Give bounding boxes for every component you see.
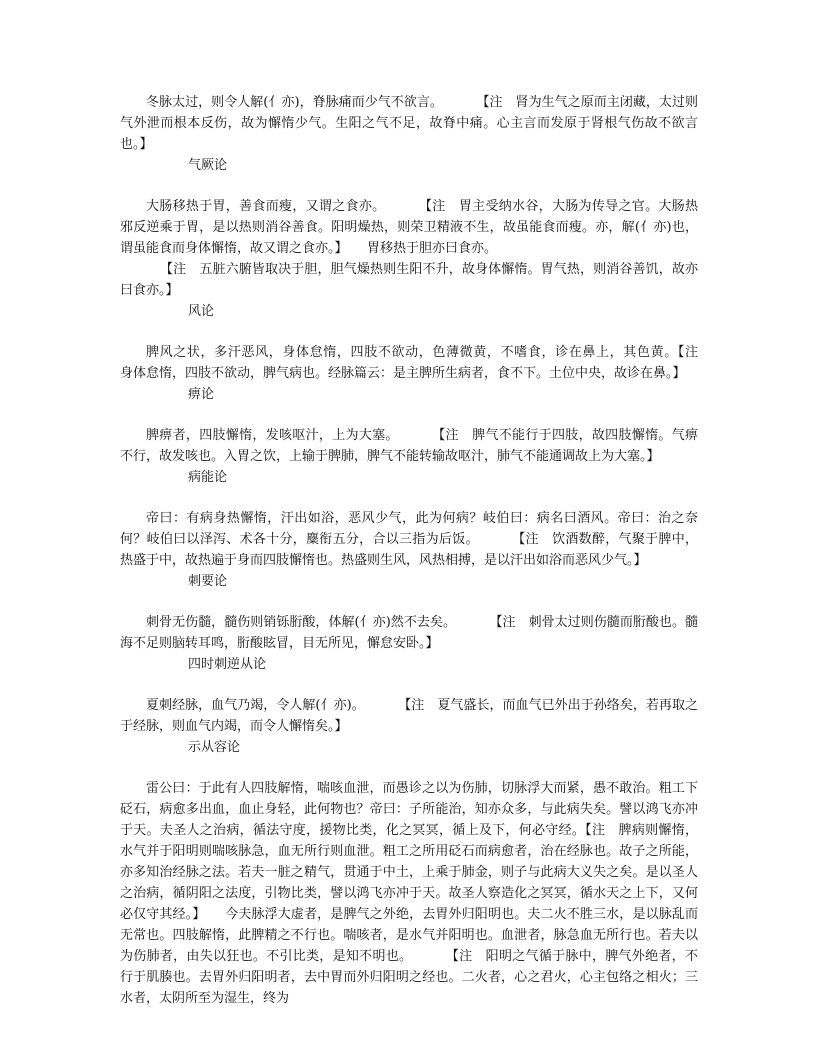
section-heading: 刺要论 <box>188 574 228 589</box>
section-heading: 气厥论 <box>188 158 228 173</box>
section-heading: 病能论 <box>188 470 228 485</box>
commentary-note: 【注 肾为生气之原而主闭藏，太过则气外泄而根本反伤，故为懈惰少气。生阳之气不足，故脊中痛。心主言而发原于肾根气伤故不欲言也。】 <box>120 95 698 152</box>
commentary-note: 【注 五脏六腑皆取决于胆，胆气燥热则生阳不升，故身体懈惰。胃气热，则消谷善饥，故亦曰食亦。】 <box>120 262 698 298</box>
passage <box>120 508 698 571</box>
passage-text: 冬脉太过，则令人解(亻亦)，脊脉痛而少气不欲言。 <box>146 95 443 110</box>
passage <box>120 695 698 737</box>
section-heading: 示从容论 <box>188 740 241 755</box>
commentary-note: 【注 刺骨太过则伤髓而胻酸也。髓海不足则脑转耳鸣，胻酸眩冒，目无所见，懈怠安卧。】 <box>120 615 698 651</box>
passage-text: 夏刺经脉，血气乃竭，令人解(亻亦)。 <box>146 698 365 713</box>
passage-text: 刺骨无伤髓，髓伤则销铄胻酸，体解(亻亦)然不去矣。 <box>146 615 456 630</box>
section-heading: 四时刺逆从论 <box>188 657 267 672</box>
passage <box>120 196 698 259</box>
section-heading: 风论 <box>188 304 215 319</box>
commentary-note: 【注 饮酒数醉，气聚于脾中，热盛于中，故热遍于身而四肢懈惰也。热盛则生风，风热相搏，是以汗出如浴而恶风少气。】 <box>120 532 698 568</box>
commentary-note: 【注 夏气盛长，而血气已外出于孙络矣，若再取之于经脉，则血气内竭，而令人懈惰矣。】 <box>120 698 698 734</box>
passage-text: 脾痹者，四肢懈惰，发咳呕汁，上为大塞。 <box>146 428 399 443</box>
passage <box>120 612 698 654</box>
passage-text: 雷公曰：于此有人四肢解惰，喘咳血泄，而愚诊之以为伤肺，切脉浮大而紧，愚不敢治。粗工下砭石，病愈多出血，血止身轻，此何物也？帝曰：子所能治，知亦众多，与此病失矣。譬以鸿飞亦冲于天。夫圣人之治病，循法守度，援物比类，化之冥冥，循上及下，何必守经。【注 脾病则懈惰，水气并于阳明则喘咳脉急，血无所行则血泄。粗工之所用砭石而病愈者，治在经脉也。故子之所能，亦多知治经脉之法。若夫一脏之精气，贯通于中土，上乘于肺金，则子与此病大义失之矣。是以圣人之治病，循阴阳之法度，引物比类，譬以鸿飞亦冲于天。故圣人察造化之冥冥，循水天之上下，又何必仅守其经。】 今夫脉浮大虚者，是脾气之外绝，去胃外归阳明也。夫二火不胜三水，是以脉乱而无常也。四肢解惰，此脾精之不行也。喘咳者，是水气并阳明也。血泄者，脉急血无所行也。若夫以为伤肺者，由失以狂也。不引比类，是知不明也。 <box>120 781 698 964</box>
passage-text: 脾风之状，多汗恶风，身体怠惰，四肢不欲动，色薄微黄，不嗜食，诊在鼻上，其色黄。【注 身体怠惰，四肢不欲动，脾气病也。经脉篇云：是主脾所生病者，食不下。土位中央，故诊在鼻。】 <box>120 345 712 381</box>
commentary-note: 【注 阳明之气循于脉中，脾气外绝者，不行于肌腠也。去胃外归阳明者，去中胃而外归阳明之经也。二火者，心之君火，心主包络之相火；三水者，太阴所至为湿生，终为 <box>120 949 698 1006</box>
passage <box>120 342 712 384</box>
passage <box>120 425 698 467</box>
commentary-note: 【注 胃主受纳水谷，大肠为传导之官。大肠热邪反逆乘于胃，是以热则消谷善食。阳明燥热，则荣卫精液不生，故虽能食而瘦。亦，解(亻亦)也，谓虽能食而身体懈惰，故又谓之食亦。】 胃移热于胆亦曰食亦。 <box>120 199 698 256</box>
passage <box>120 778 698 1009</box>
section-heading: 痹论 <box>188 387 215 402</box>
passage-text: 帝曰：有病身热懈惰，汗出如浴，恶风少气，此为何病？岐伯曰：病名曰酒风。帝曰：治之奈何？岐伯曰以泽泻、术各十分，麋衔五分，合以三指为后饭。 <box>120 511 698 547</box>
commentary-note: 【注 脾气不能行于四肢，故四肢懈惰。气痹不行，故发咳也。入胃之饮，上输于脾肺，脾气不能转输故呕汁，肺气不能通调故上为大塞。】 <box>120 428 698 464</box>
passage-text: 大肠移热于胃，善食而瘦，又谓之食亦。 <box>146 199 386 214</box>
document-page <box>120 92 712 1009</box>
passage <box>120 92 698 155</box>
